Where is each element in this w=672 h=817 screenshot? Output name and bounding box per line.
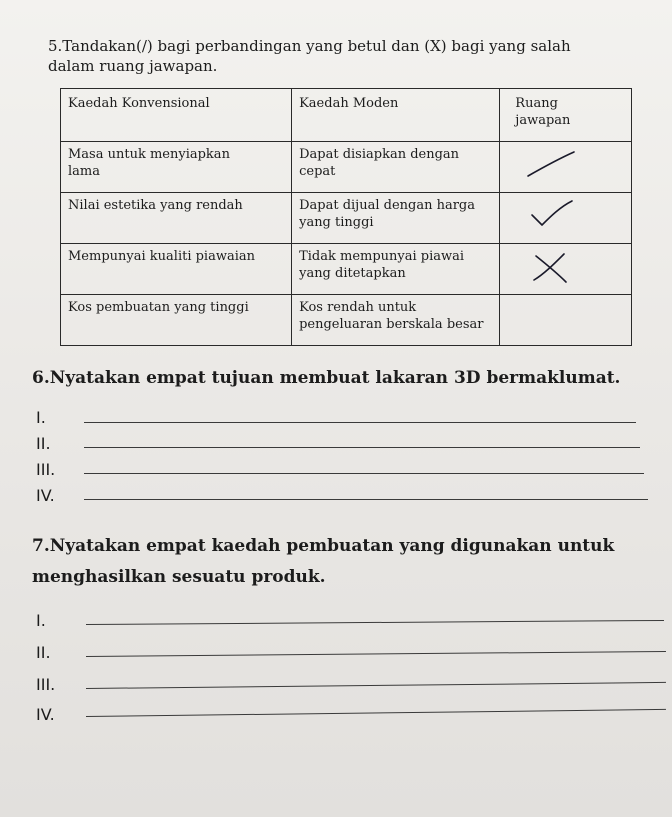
row-4-answer[interactable]: [500, 295, 632, 346]
header-answer-space-text: Ruang jawapan: [515, 96, 571, 128]
table-header-row: [61, 89, 632, 142]
row-4-modern: Kos rendah untuk pengeluaran berskala besar: [292, 295, 500, 346]
table-row: [61, 295, 632, 346]
q6-answer-line-4[interactable]: [84, 499, 648, 500]
question-5-instruction: [48, 36, 648, 76]
q6-answer-line-3[interactable]: [84, 473, 644, 474]
q7-answer-line-1[interactable]: [86, 620, 664, 625]
q7-answer-line-4[interactable]: [86, 709, 666, 717]
check-mark-icon: [526, 199, 578, 233]
q6-label-1: I.: [36, 408, 46, 427]
slash-mark-icon: [526, 148, 578, 182]
question-5-line-1: 5.Tandakan(/) bagi perbandingan yang betul dan (X) bagi yang salah: [48, 37, 571, 55]
q7-label-2: II.: [36, 643, 51, 662]
header-answer-space: [500, 89, 632, 142]
q7-label-3: III.: [36, 675, 56, 694]
q6-label-3: III.: [36, 460, 56, 479]
q7-label-1: I.: [36, 611, 46, 630]
table-row: [61, 193, 632, 244]
q6-answer-line-1[interactable]: [84, 422, 636, 423]
row-3-answer[interactable]: [500, 244, 632, 295]
q7-answer-line-3[interactable]: [86, 682, 666, 689]
question-6-title: 6.Nyatakan empat tujuan membuat lakaran 3D bermaklumat.: [32, 368, 621, 388]
comparison-table: [60, 88, 632, 346]
question-5-line-2: dalam ruang jawapan.: [48, 57, 218, 75]
table-row: [61, 142, 632, 193]
q6-label-2: II.: [36, 434, 51, 453]
q7-answer-line-2[interactable]: [86, 651, 666, 657]
cross-mark-icon: [526, 250, 578, 284]
question-7-title-line-1: 7.Nyatakan empat kaedah pembuatan yang digunakan untuk: [32, 536, 615, 556]
q6-answer-line-2[interactable]: [84, 447, 640, 448]
header-conventional: Kaedah Konvensional: [61, 89, 292, 142]
table-row: [61, 244, 632, 295]
row-2-answer[interactable]: [500, 193, 632, 244]
header-modern: Kaedah Moden: [292, 89, 500, 142]
row-1-answer[interactable]: [500, 142, 632, 193]
row-1-conventional: Masa untuk menyiapkan lama: [61, 142, 292, 193]
row-2-modern: Dapat dijual dengan harga yang tinggi: [292, 193, 500, 244]
row-3-conventional: Mempunyai kualiti piawaian: [61, 244, 292, 295]
row-2-conventional: Nilai estetika yang rendah: [61, 193, 292, 244]
q6-label-4: IV.: [36, 486, 55, 505]
q7-label-4: IV.: [36, 705, 55, 724]
row-3-modern: Tidak mempunyai piawai yang ditetapkan: [292, 244, 500, 295]
question-7-title: [32, 531, 632, 593]
question-7-title-line-2: menghasilkan sesuatu produk.: [32, 567, 326, 587]
row-4-conventional: Kos pembuatan yang tinggi: [61, 295, 292, 346]
row-1-modern: Dapat disiapkan dengan cepat: [292, 142, 500, 193]
